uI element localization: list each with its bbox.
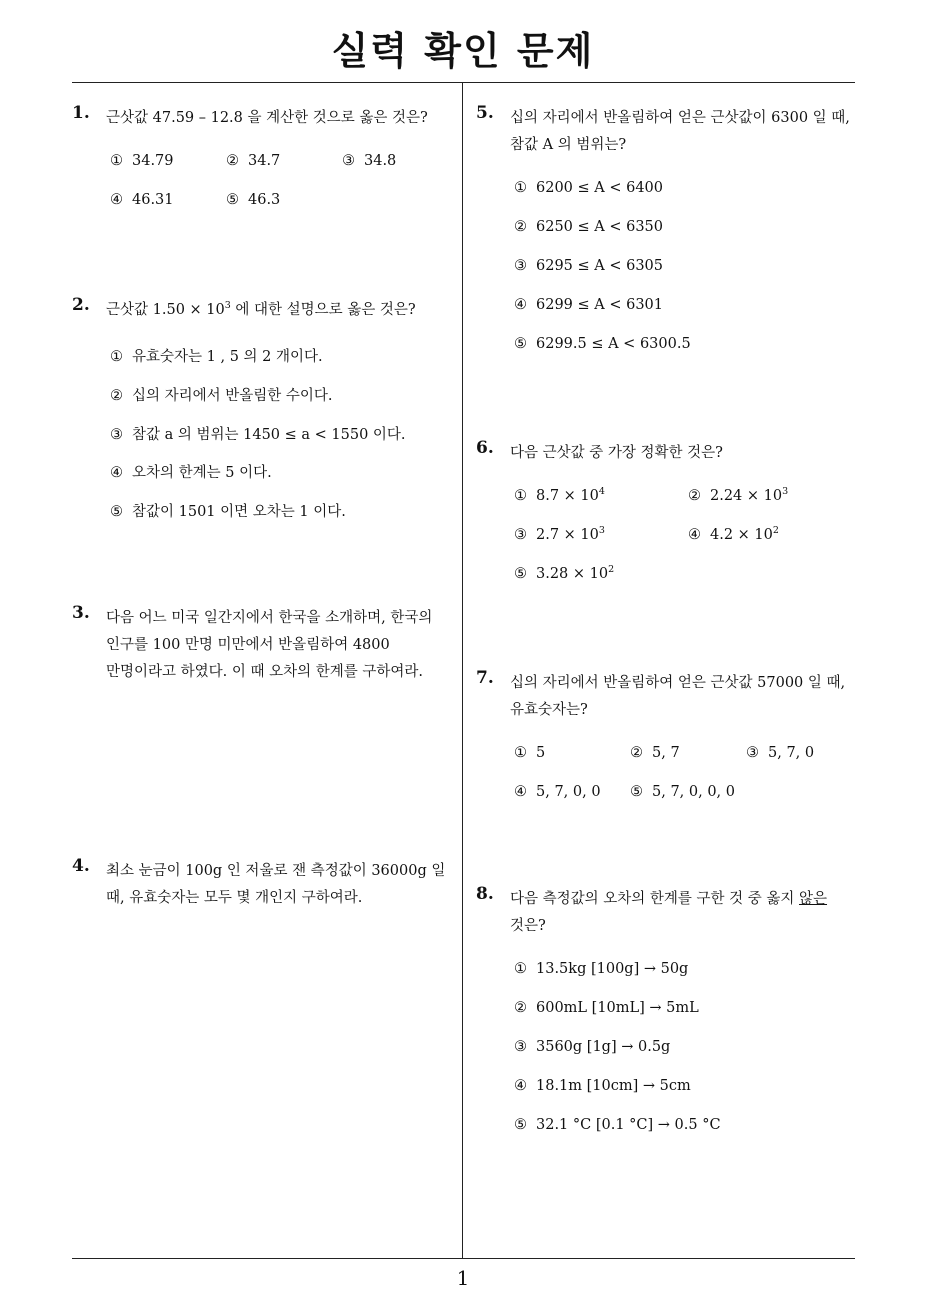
option-1[interactable]: ① 5 [514, 745, 546, 761]
option-2[interactable]: ② 600mL [10mL] → 5mL [514, 1000, 699, 1016]
option-1[interactable]: ① 6200 ≤ A < 6400 [514, 180, 664, 196]
question-6 [476, 438, 856, 598]
option-3[interactable]: ③ 3560g [1g] → 0.5g [514, 1039, 671, 1055]
question-number: 1. [72, 103, 90, 123]
option-2[interactable]: ② 십의 자리에서 반올림한 수이다. [110, 388, 333, 404]
option-3[interactable]: ③ 34.8 [342, 153, 397, 169]
option-3[interactable]: ③ 6295 ≤ A < 6305 [514, 258, 664, 274]
question-text: 근삿값 47.59 – 12.8 을 계산한 것으로 옳은 것은? [106, 110, 428, 126]
question-number: 3. [72, 603, 90, 623]
question-7 [476, 668, 856, 808]
option-2[interactable]: ② 34.7 [226, 153, 281, 169]
option-4[interactable]: ④ 46.31 [110, 192, 174, 208]
option-3[interactable]: ③ 참값 a 의 범위는 1450 ≤ a < 1550 이다. [110, 427, 406, 443]
option-4[interactable]: ④ 5, 7, 0, 0 [514, 784, 601, 800]
question-text: 십의 자리에서 반올림하여 얻은 근삿값이 6300 일 때, 참값 A 의 범위는? [510, 110, 850, 153]
option-2[interactable]: ② 6250 ≤ A < 6350 [514, 219, 664, 235]
question-text: 근삿값 $1.50 \times 10^3$ 에 대한 설명으로 옳은 것은? [106, 300, 416, 318]
question-8 [476, 884, 856, 1144]
option-4[interactable]: ④ $4.2 \times 10^2$ [688, 525, 779, 543]
option-1[interactable]: ① 34.79 [110, 153, 174, 169]
option-4[interactable]: ④ 오차의 한계는 5 이다. [110, 465, 272, 481]
bottom-rule [72, 1258, 855, 1259]
option-2[interactable]: ② $2.24 \times 10^3$ [688, 486, 789, 504]
option-1[interactable]: ① 13.5kg [100g] → 50g [514, 961, 689, 977]
question-4 [72, 856, 452, 916]
top-rule [72, 82, 855, 83]
question-number: 2. [72, 295, 90, 315]
option-5[interactable]: ⑤ 참값이 1501 이면 오차는 1 이다. [110, 504, 346, 520]
option-3[interactable]: ③ 5, 7, 0 [746, 745, 815, 761]
column-divider [462, 83, 463, 1259]
question-text: 최소 눈금이 100g 인 저울로 잰 측정값이 36000g 일 때, 유효숫자는 모두 몇 개인지 구하여라. [106, 863, 446, 906]
question-text: 다음 근삿값 중 가장 정확한 것은? [510, 445, 723, 461]
option-5[interactable]: ⑤ 46.3 [226, 192, 281, 208]
question-text: 십의 자리에서 반올림하여 얻은 근삿값 57000 일 때, 유효숫자는? [510, 675, 846, 718]
option-5[interactable]: ⑤ 32.1 °C [0.1 °C] → 0.5 °C [514, 1117, 721, 1133]
option-4[interactable]: ④ 18.1m [10cm] → 5cm [514, 1078, 691, 1094]
option-3[interactable]: ③ $2.7 \times 10^3$ [514, 525, 605, 543]
option-1[interactable]: ① $8.7 \times 10^4$ [514, 486, 605, 504]
question-number: 8. [476, 884, 494, 904]
question-5 [476, 103, 856, 363]
question-number: 7. [476, 668, 494, 688]
page-number: 1 [456, 1266, 470, 1290]
page-title: 실력 확인 문제 [331, 29, 595, 73]
question-text: 다음 측정값의 오차의 한계를 구한 것 중 옳지 않은 것은? [510, 891, 828, 934]
question-1 [72, 103, 452, 223]
question-number: 5. [476, 103, 494, 123]
underlined-negation: 않은 [799, 891, 828, 907]
question-number: 6. [476, 438, 494, 458]
question-text: 다음 어느 미국 일간지에서 한국을 소개하며, 한국의 인구를 100 만명 미만에서 반올림하여 4800 만명이라고 하였다. 이 때 오차의 한계를 구하여라. [106, 610, 433, 680]
option-4[interactable]: ④ 6299 ≤ A < 6301 [514, 297, 664, 313]
option-5[interactable]: ⑤ $3.28 \times 10^2$ [514, 564, 615, 582]
question-2 [72, 295, 452, 525]
option-5[interactable]: ⑤ 5, 7, 0, 0, 0 [630, 784, 735, 800]
option-5[interactable]: ⑤ 6299.5 ≤ A < 6300.5 [514, 336, 691, 352]
question-3 [72, 603, 452, 693]
option-1[interactable]: ① 유효숫자는 1 , 5 의 2 개이다. [110, 349, 323, 365]
question-number: 4. [72, 856, 90, 876]
option-2[interactable]: ② 5, 7 [630, 745, 680, 761]
